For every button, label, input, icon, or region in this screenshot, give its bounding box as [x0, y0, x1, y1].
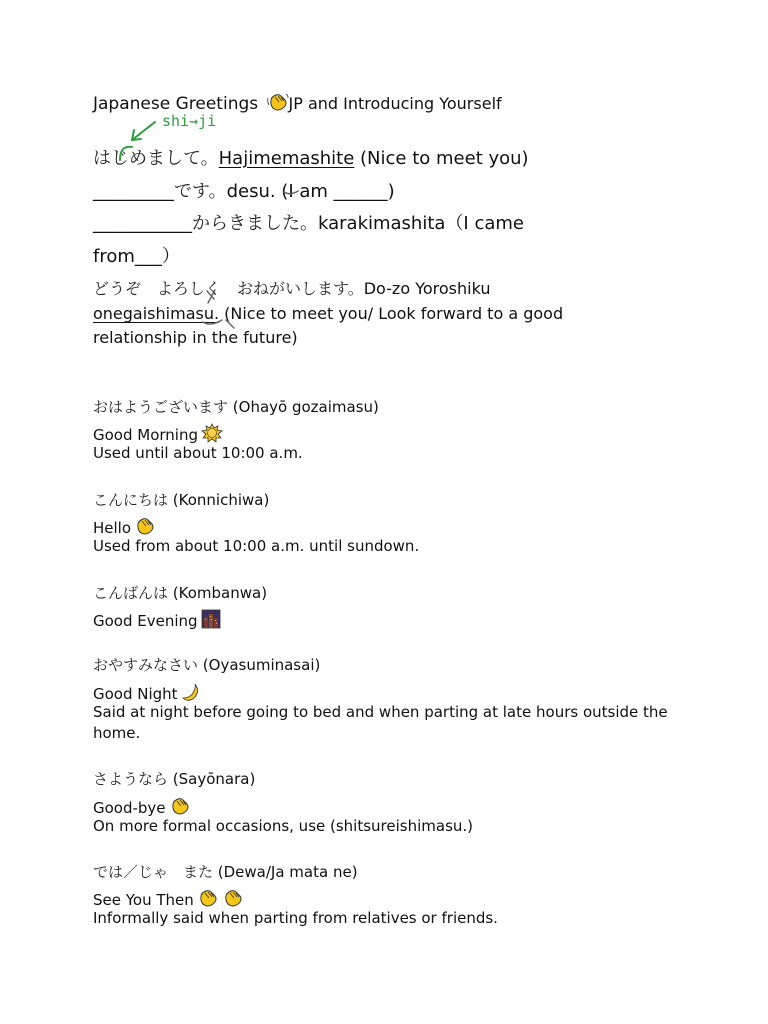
greeting-6-note: Informally said when parting from relatives or friends. — [93, 909, 498, 927]
waving-hand-icon — [267, 92, 289, 117]
greeting-6-jp: では／じゃ また — [93, 863, 214, 881]
intro-line-5 — [93, 276, 490, 299]
greeting-6-en: See You Then — [93, 891, 194, 909]
title-text-end: JP and Introducing Yourself — [288, 94, 502, 113]
greeting-5-heading — [93, 768, 255, 789]
night-city-icon — [201, 609, 221, 633]
intro-romaji-1: Hajimemashite — [218, 148, 355, 169]
intro-en-1: (Nice to meet you) — [354, 148, 529, 169]
greeting-2-jp: こんにちは — [93, 491, 169, 509]
greeting-4-romaji: (Oyasuminasai) — [198, 656, 321, 674]
intro-line-6 — [93, 304, 563, 323]
intro-en-6: (Nice to meet you/ Look forward to a good — [219, 304, 564, 323]
intro-jp-3: からきました。 — [192, 213, 318, 234]
intro-jp-1: はじめまして。 — [93, 148, 219, 169]
greeting-5-en: Good-bye — [93, 799, 166, 817]
greeting-1-romaji: (Ohayō gozaimasu) — [228, 398, 379, 416]
greeting-4-en: Good Night — [93, 685, 178, 703]
intro-blank-3: ___________ — [93, 213, 192, 234]
intro-jp-2: です。 — [174, 181, 227, 202]
greeting-6-heading — [93, 861, 358, 882]
intro-romaji-6: onegaishimasu. — [93, 304, 220, 323]
greeting-4-note: Said at night before going to bed and when parting at late hours outside the — [93, 703, 668, 721]
greeting-2-romaji: (Konnichiwa) — [168, 491, 270, 509]
greeting-4-note-2: home. — [93, 724, 141, 742]
intro-line-2 — [93, 177, 395, 203]
greeting-3-romaji: (Kombanwa) — [168, 584, 268, 602]
intro-line-1 — [93, 144, 529, 170]
title-text-start: Japanese Greetings — [93, 94, 264, 114]
greeting-3-en: Good Evening — [93, 612, 198, 630]
greeting-1-note: Used until about 10:00 a.m. — [93, 444, 303, 462]
intro-romaji-2: desu — [226, 181, 270, 202]
intro-romaji-3: karakimashita — [318, 213, 446, 234]
intro-en-2: . (I am ______) — [269, 181, 395, 202]
intro-romaji-5: Do-zo Yoroshiku — [363, 279, 491, 298]
intro-jp-5: どうぞ よろしく おねがいします。 — [93, 279, 364, 298]
greeting-4-heading — [93, 654, 320, 675]
greeting-2-en: Hello — [93, 519, 132, 537]
greeting-1-heading — [93, 396, 379, 417]
greeting-5-romaji: (Sayōnara) — [168, 770, 256, 788]
intro-line-4: from___） — [93, 246, 180, 267]
greeting-5-jp: さようなら — [93, 770, 169, 788]
greeting-3-english — [93, 609, 221, 633]
intro-line-7: relationship in the future) — [93, 328, 298, 347]
greeting-2-heading — [93, 489, 269, 510]
greeting-3-heading — [93, 582, 267, 603]
intro-line-3 — [93, 209, 524, 235]
greeting-1-jp: おはようございます — [93, 398, 229, 416]
greeting-2-note: Used from about 10:00 a.m. until sundown. — [93, 537, 420, 555]
handwritten-annotation: shi→ji — [162, 112, 217, 130]
intro-blank-2: _________ — [93, 181, 174, 202]
greeting-6-romaji: (Dewa/Ja mata ne) — [213, 863, 358, 881]
greeting-5-note: On more formal occasions, use (shitsureishimasu.) — [93, 817, 474, 835]
greeting-1-en: Good Morning — [93, 426, 198, 444]
greeting-4-jp: おやすみなさい — [93, 656, 199, 674]
greeting-3-jp: こんばんは — [93, 584, 169, 602]
page-title — [93, 92, 502, 117]
intro-en-3: （I came — [445, 213, 525, 234]
